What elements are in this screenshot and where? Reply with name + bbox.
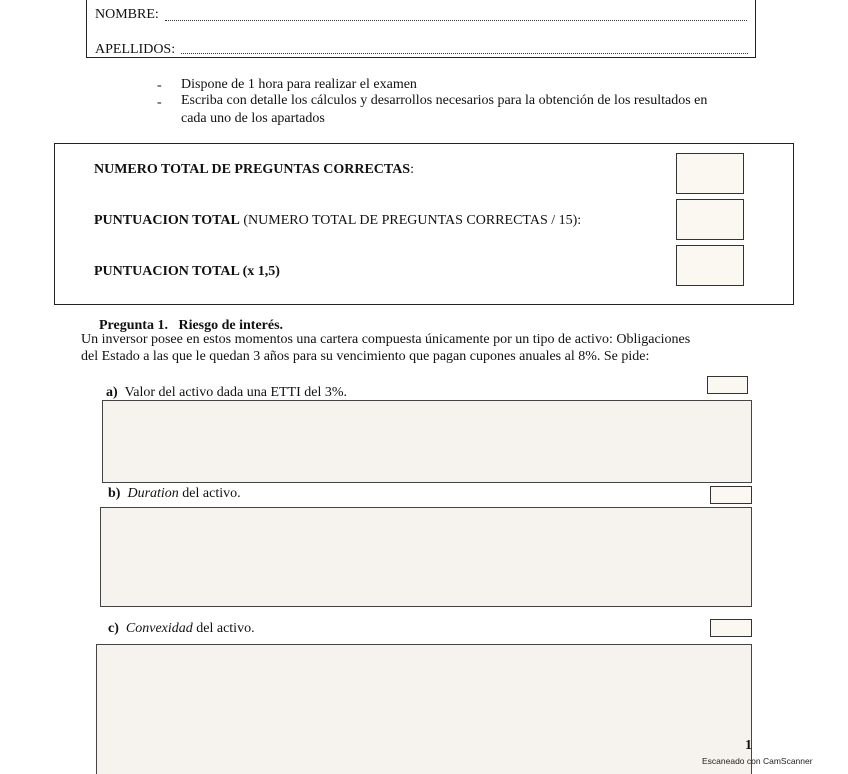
bullet-marker: - — [157, 95, 162, 110]
scaled-score-box[interactable] — [676, 245, 744, 286]
part-a-score-box[interactable] — [707, 376, 748, 394]
page-number: 1 — [745, 738, 752, 753]
part-b-label: b) Duration del activo. — [108, 486, 241, 501]
question-heading: Pregunta 1. Riesgo de interés. — [99, 318, 284, 333]
correct-count-box[interactable] — [676, 153, 744, 194]
part-c-answer-box[interactable] — [96, 644, 752, 774]
scaled-score-label: PUNTUACION TOTAL (x 1,5) — [94, 264, 280, 279]
part-b-answer-box[interactable] — [100, 507, 752, 607]
instruction-item: Dispone de 1 hora para realizar el examen — [181, 77, 417, 92]
question-text: Un inversor posee en estos momentos una cartera compuesta únicamente por un tipo de activo: Obligaciones — [81, 332, 691, 347]
part-c-score-box[interactable] — [710, 619, 752, 637]
bullet-marker: - — [157, 78, 162, 93]
nombre-field[interactable] — [165, 20, 747, 21]
scanner-footer: Escaneado con CamScanner — [702, 756, 813, 766]
part-a-label: a) Valor del activo dada una ETTI del 3%. — [106, 385, 348, 400]
instruction-item: cada uno de los apartados — [181, 111, 325, 126]
apellidos-label: APELLIDOS: — [95, 42, 176, 57]
student-info-box — [86, 0, 756, 58]
question-text: del Estado a las que le quedan 3 años para su vencimiento que pagan cupones anuales al 8%. Se pide: — [81, 349, 650, 364]
total-score-label: PUNTUACION TOTAL (NUMERO TOTAL DE PREGUNTAS CORRECTAS / 15): — [94, 213, 582, 228]
part-a-answer-box[interactable] — [102, 400, 752, 483]
instruction-item: Escriba con detalle los cálculos y desarrollos necesarios para la obtención de los resultados en — [181, 93, 708, 108]
nombre-label: NOMBRE: — [95, 7, 159, 22]
part-b-score-box[interactable] — [710, 486, 752, 504]
total-score-box[interactable] — [676, 199, 744, 240]
part-c-label: c) Convexidad del activo. — [108, 621, 255, 636]
correct-count-label: NUMERO TOTAL DE PREGUNTAS CORRECTAS: — [94, 162, 414, 177]
apellidos-field[interactable] — [181, 53, 748, 54]
